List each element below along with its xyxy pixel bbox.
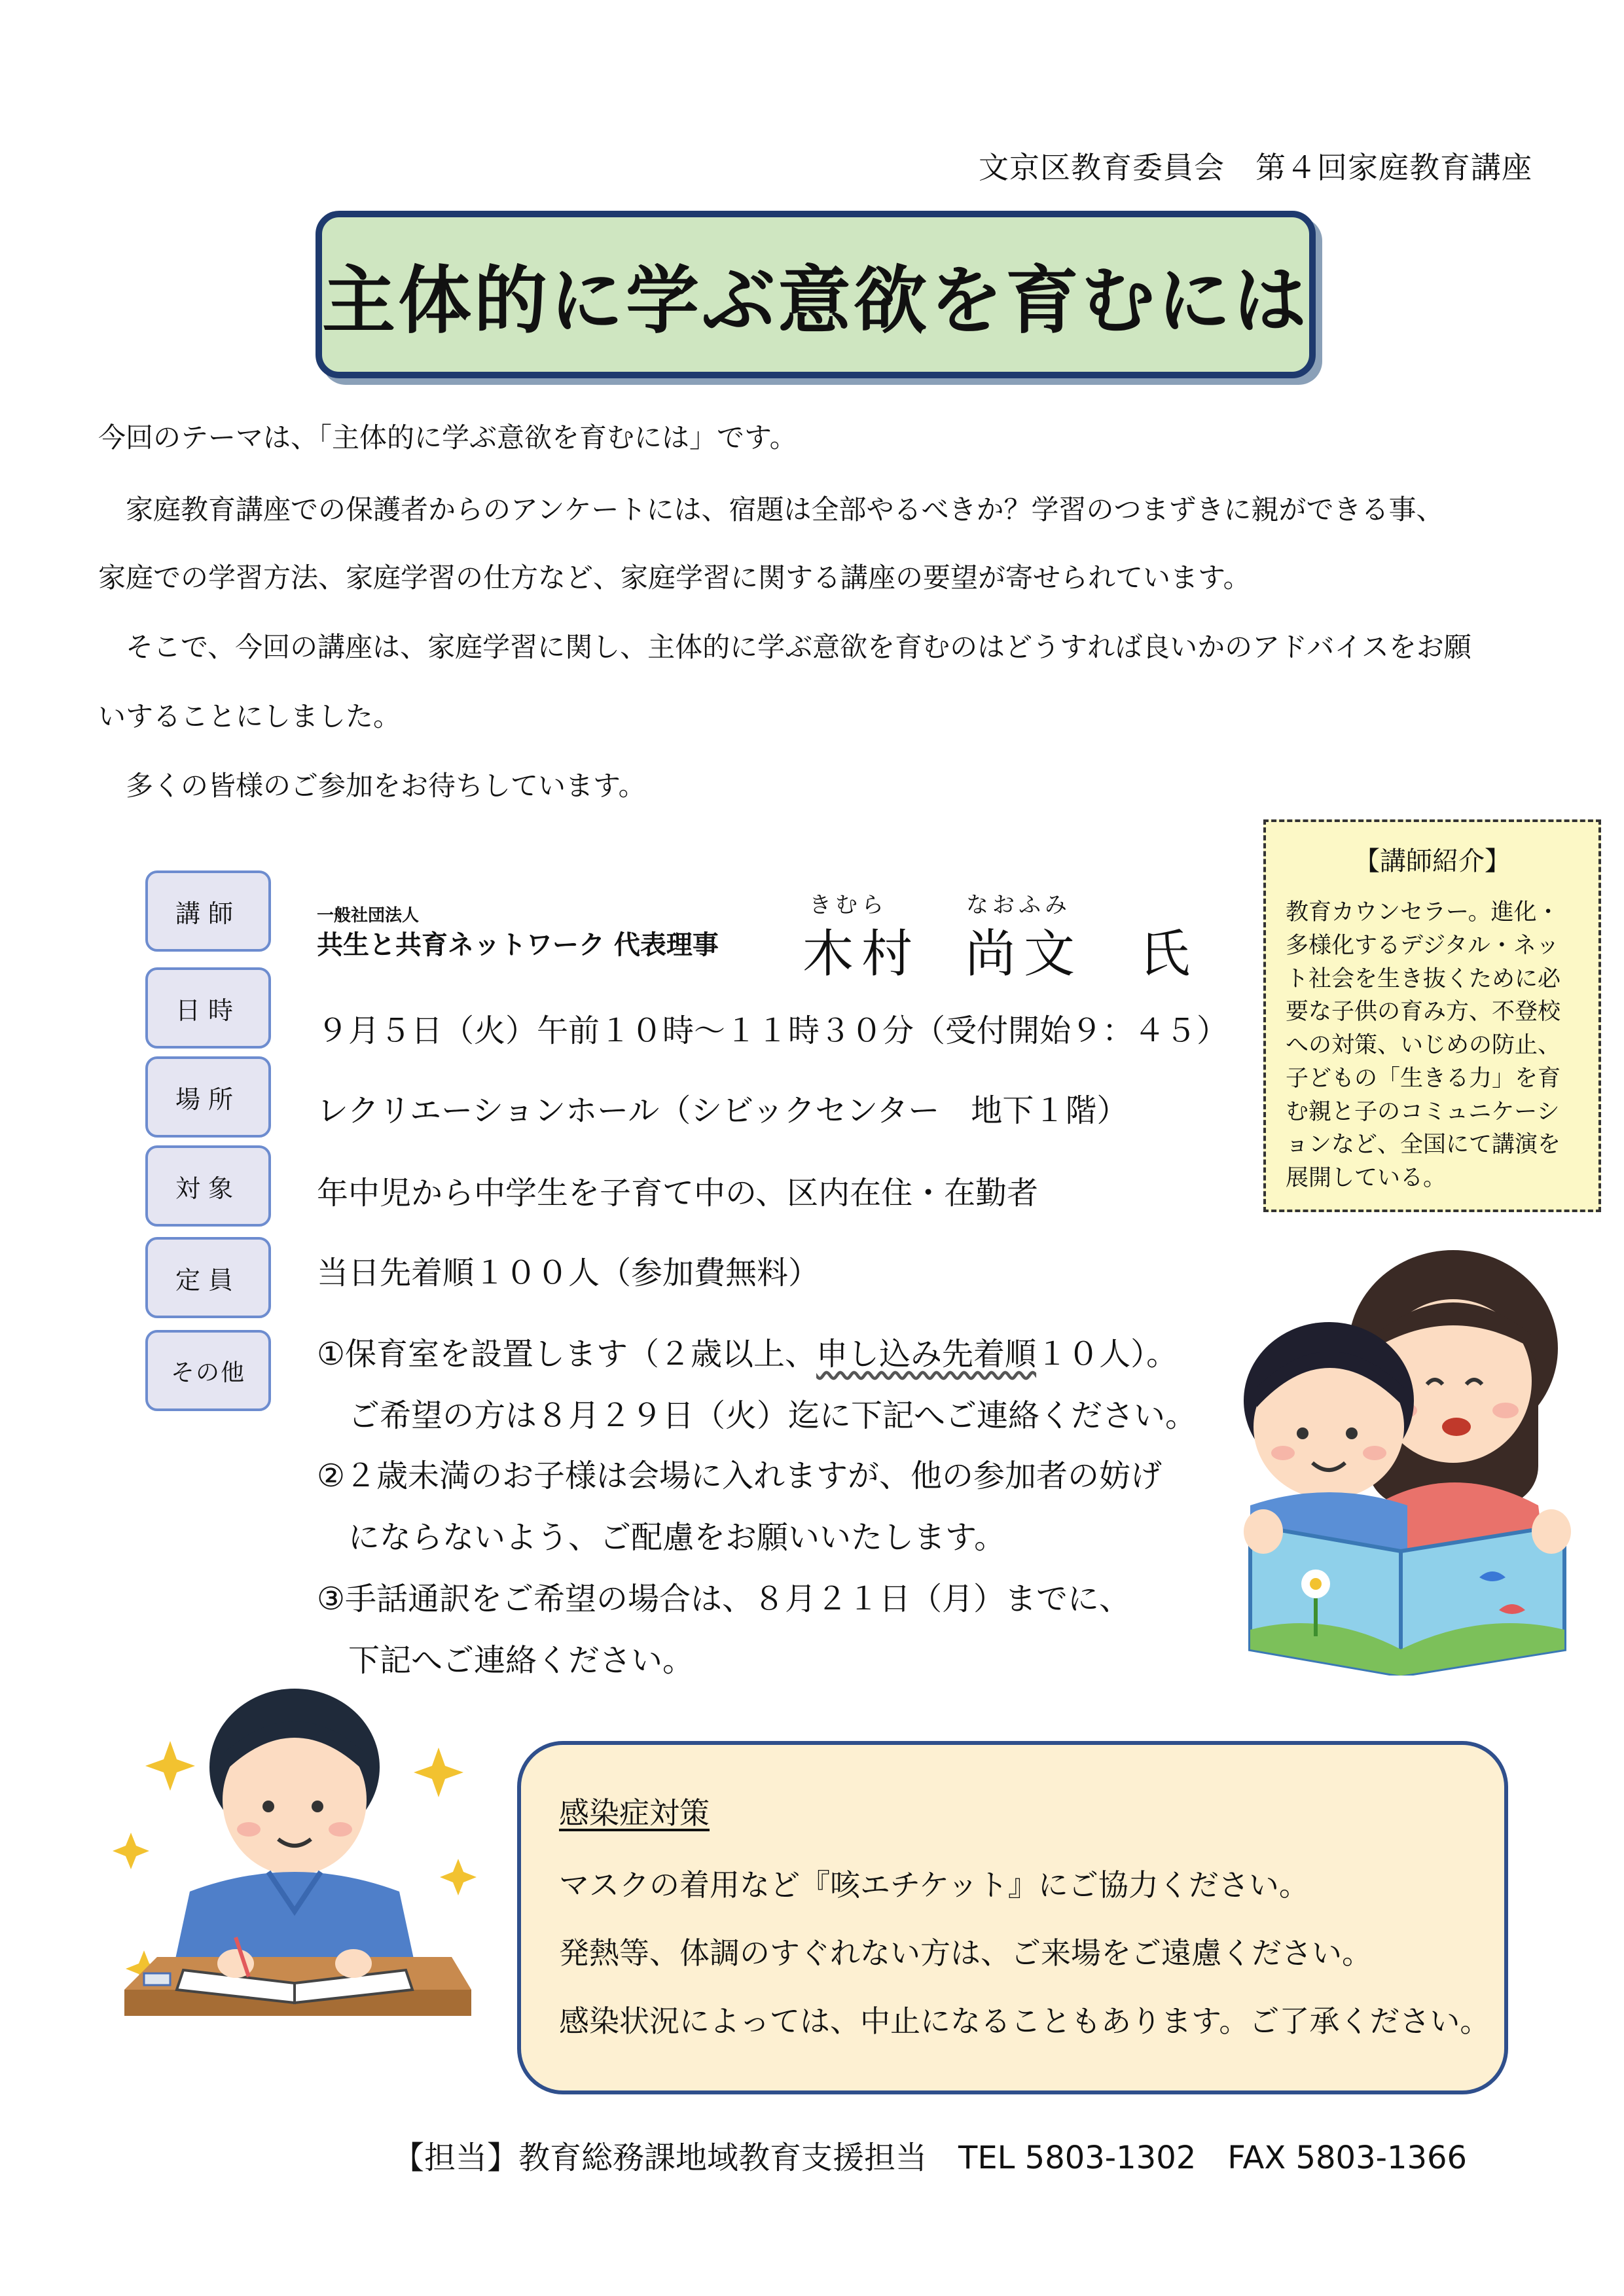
- label-other: その他: [145, 1330, 271, 1411]
- title-banner: [316, 211, 1316, 378]
- infection-line: 発熱等、体調のすぐれない方は、ご来場をご遠慮ください。: [559, 1935, 1372, 1971]
- profile-body: 教育カウンセラー。進化・多様化するデジタル・ネット社会を生き抜くために必要な子供の育み方、不登校への対策、いじめの防止、子どもの「生きる力」を育む親と子のコミュニケーションなど、全国にて講演を展開している。: [1286, 899, 1561, 1191]
- intro-line: 今回のテーマは、「主体的に学ぶ意欲を育むには」です。: [98, 422, 797, 454]
- intro-line: 家庭教育講座での保護者からのアンケートには、宿題は全部やるべきか？学習のつまずきに親ができる事、: [98, 493, 1444, 526]
- label-place: 場所: [145, 1056, 271, 1138]
- profile-title: 【講師紹介】: [1354, 846, 1511, 876]
- lecturer-given-name: 尚文: [965, 925, 1083, 984]
- note-1: [317, 1329, 1178, 1374]
- note-3: ③手話通訳をご希望の場合は、８月２１日（月）までに、: [317, 1581, 1131, 1617]
- boy-studying-illustration: [105, 1676, 484, 2081]
- note-3-line2: 下記へご連絡ください。: [348, 1642, 695, 1679]
- note-2-line2: にならないよう、ご配慮をお願いいたします。: [348, 1519, 1006, 1556]
- lecturer-org-type: 一般社団法人: [317, 906, 420, 925]
- sparkle-icon: [440, 1859, 477, 1895]
- event-place: レクリエーションホール（シビックセンター 地下１階）: [317, 1092, 1128, 1129]
- note-1-emphasis: 申し込み先着順: [816, 1336, 1037, 1372]
- event-target: 年中児から中学生を子育て中の、区内在住・在勤者: [317, 1175, 1039, 1211]
- contact-footer: 【担当】教育総務課地域教育支援担当 TEL 5803-1302 FAX 5803-1366: [393, 2140, 1468, 2176]
- sparkle-icon: [113, 1833, 149, 1869]
- header-organizer: 文京区教育委員会 第４回家庭教育講座: [979, 150, 1532, 185]
- lecturer-profile-box: [1263, 819, 1601, 1212]
- lecturer-honorific: 氏: [1139, 925, 1199, 984]
- intro-line: 家庭での学習方法、家庭学習の仕方など、家庭学習に関する講座の要望が寄せられています。: [98, 562, 1251, 594]
- label-lecturer: 講師: [145, 870, 271, 952]
- note-1-line2: ご希望の方は８月２９日（火）迄に下記へご連絡ください。: [348, 1397, 1197, 1434]
- sparkle-icon: [414, 1748, 463, 1797]
- label-capacity: 定員: [145, 1237, 271, 1318]
- infection-control-box: [517, 1741, 1508, 2094]
- intro-line: 多くの皆様のご参加をお待ちしています。: [98, 770, 646, 802]
- note-1-a: ①保育室を設置します（２歳以上、: [317, 1336, 817, 1372]
- infection-line: マスクの着用など『咳エチケット』にご協力ください。: [559, 1867, 1309, 1903]
- infection-title: 感染症対策: [559, 1795, 710, 1831]
- event-datetime: ９月５日（火）午前１０時～１１時３０分（受付開始９：４５）: [317, 1013, 1229, 1049]
- parent-child-reading-illustration: [1237, 1244, 1578, 1676]
- label-target: 対象: [145, 1145, 271, 1227]
- sparkle-icon: [145, 1741, 195, 1791]
- lecturer-org: 共生と共育ネットワーク 代表理事: [317, 930, 719, 960]
- infection-line: 感染状況によっては、中止になることもあります。ご了承ください。: [559, 2003, 1490, 2039]
- note-2: ②２歳未満のお子様は会場に入れますが、他の参加者の妨げ: [317, 1458, 1163, 1494]
- note-1-c: １０人）。: [1036, 1336, 1178, 1372]
- lecturer-ruby-given: なおふみ: [966, 892, 1071, 918]
- intro-line: そこで、今回の講座は、家庭学習に関し、主体的に学ぶ意欲を育むのはどうすれば良いかのアドバイスをお願: [98, 631, 1471, 663]
- label-datetime: 日時: [145, 967, 271, 1049]
- lecturer-family-name: 木村: [803, 925, 921, 984]
- intro-line: いすることにしました。: [98, 700, 401, 732]
- page-title: 主体的に学ぶ意欲を育むには: [322, 258, 1309, 344]
- lecturer-ruby-family: きむら: [809, 892, 888, 918]
- event-capacity: 当日先着順１００人（参加費無料）: [317, 1255, 820, 1291]
